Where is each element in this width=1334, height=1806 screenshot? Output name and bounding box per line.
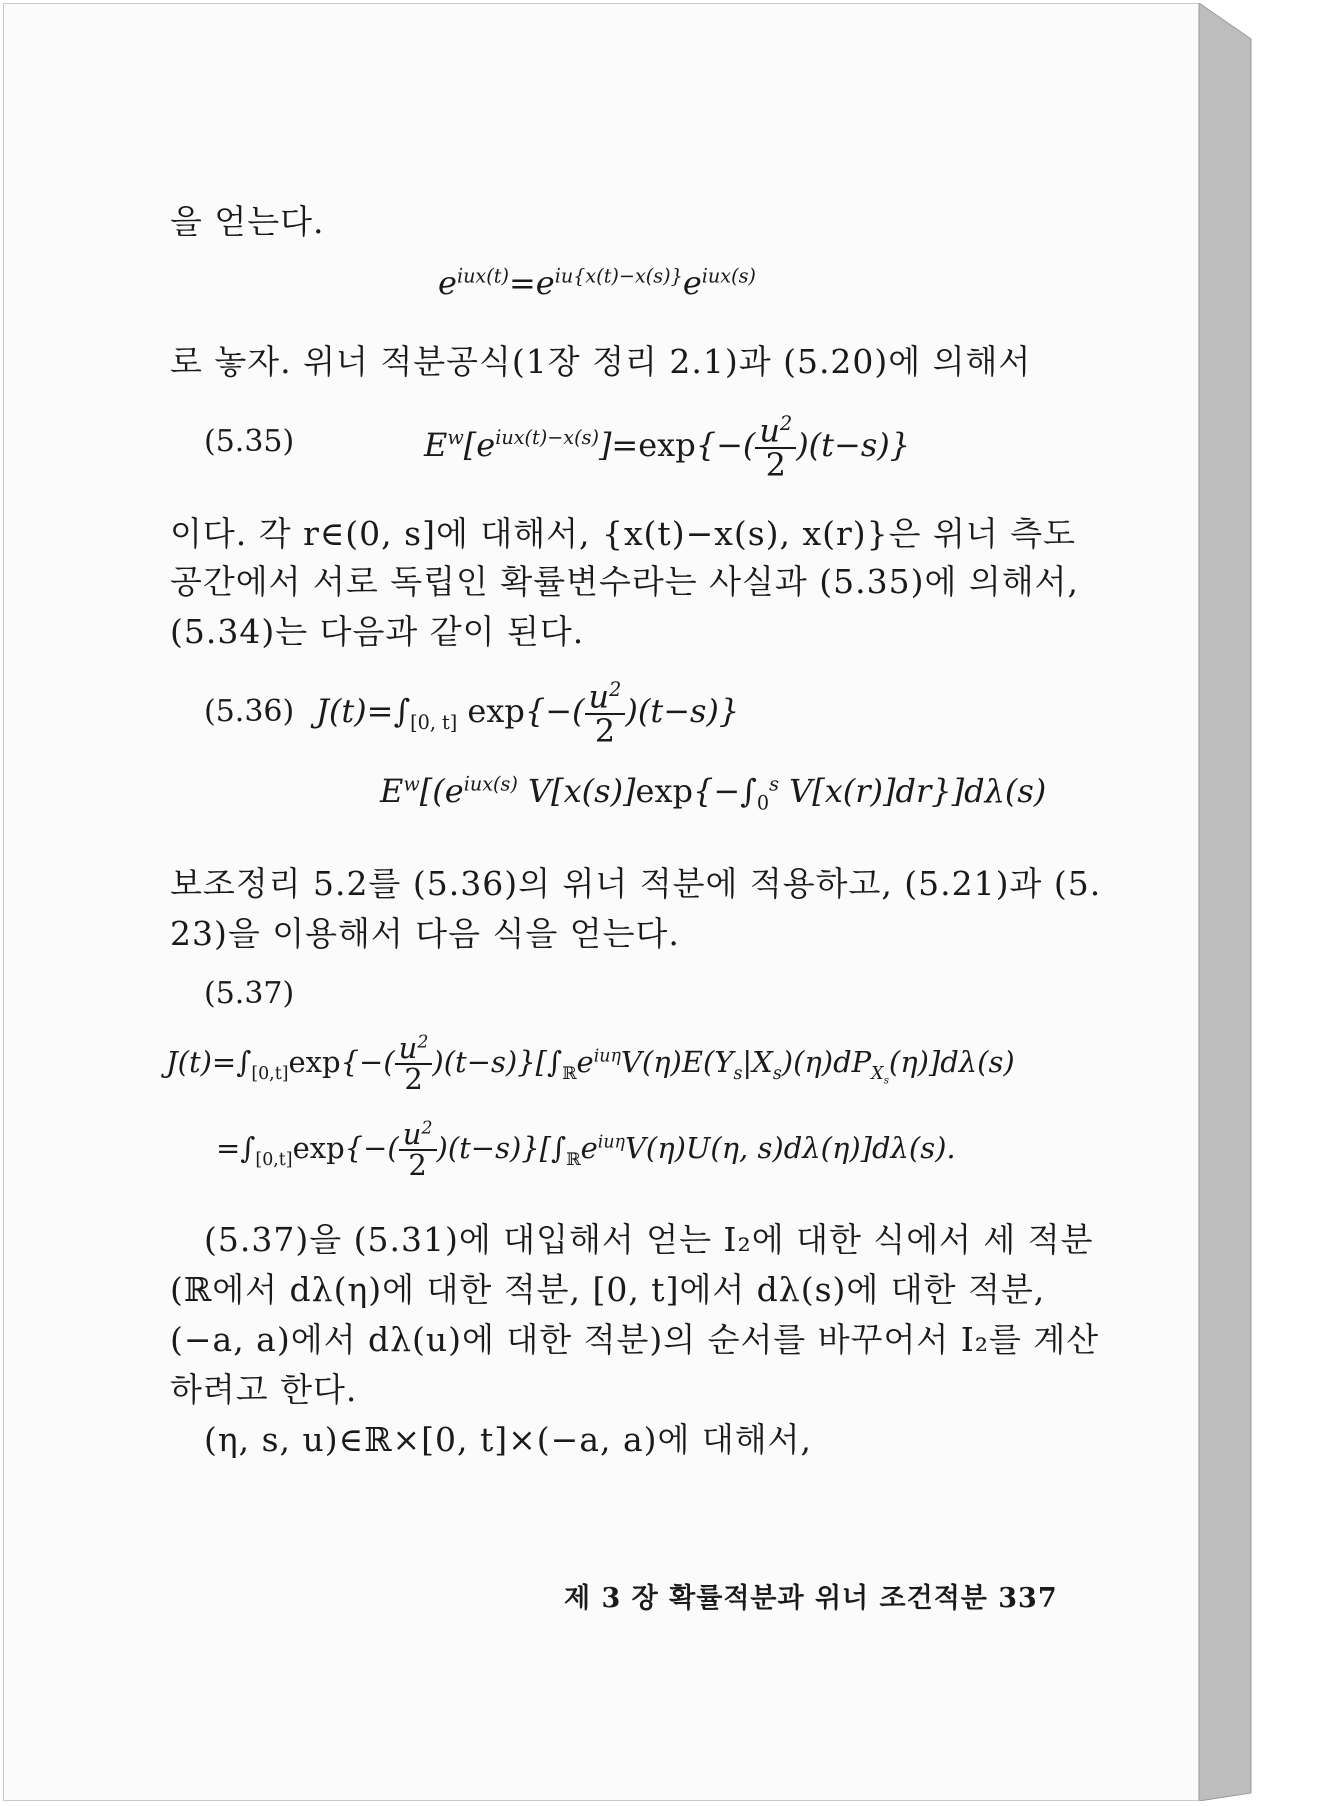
equation: $E^w[(e^{iux(s)}$ $V[x(s)]\exp\{-\int_0^s$ V[x(r)]dr}]dλ(s) — [380, 772, 1047, 815]
equation: $J(t)=\int_{[0,t]}\exp\{-$( $\frac{u^2}{2}$ )$(t-s)\}[\int_ℝe^{iu\eta}V(\eta)E(Y_s|X_s)(\eta)dP_{X_s}(\eta)]d\lambda(s)$ — [166, 1031, 1015, 1096]
page-footer: 제 3 장 확률적분과 위너 조건적분 337 — [564, 1583, 1058, 1614]
equation-number: (5.36) — [204, 694, 295, 729]
equation: $J(t)=\int_{[0, t]}$ exp{−( $\frac{u^2}{2}$ )(t−s)} — [316, 677, 740, 750]
text-line: (ℝ에서 dλ(η)에 대한 적분, [0, t]에서 dλ(s)에 대한 적분, — [170, 1270, 1046, 1309]
text-line: 을 얻는다. — [170, 202, 325, 241]
equation-number: (5.37) — [204, 976, 295, 1011]
equation: $e^{iux(t)}=e^{iu\{x(t)-x(s)\}}e^{iux(s)}$ — [438, 264, 756, 302]
text-line: 하려고 한다. — [170, 1370, 358, 1409]
text-line: 이다. 각 r∈(0, s]에 대해서, {x(t)−x(s), x(r)}은 위너 측도 — [170, 514, 1076, 553]
text-line: 로 놓자. 위너 적분공식(1장 정리 2.1)과 (5.20)에 의해서 — [170, 342, 1032, 381]
text-line: 23)을 이용해서 다음 식을 얻는다. — [170, 914, 680, 953]
text-line: 공간에서 서로 독립인 확률변수라는 사실과 (5.35)에 의해서, — [170, 562, 1079, 601]
text-line: (5.37)을 (5.31)에 대입해서 얻는 I₂에 대한 식에서 세 적분 — [204, 1220, 1094, 1259]
text-line: 보조정리 5.2를 (5.36)의 위너 적분에 적용하고, (5.21)과 (5. — [170, 864, 1102, 903]
text-line: (η, s, u)∈ℝ×[0, t]×(−a, a)에 대해서, — [204, 1420, 813, 1459]
equation: $=\int_{[0,t]}\exp\{-$( $\frac{u^2}{2}$ )$(t-s)\}[\int_ℝe^{iu\eta}V(\eta)U(\eta$, s)dλ(η)]dλ(s). — [216, 1117, 956, 1182]
text-line: (−a, a)에서 dλ(u)에 대한 적분)의 순서를 바꾸어서 I₂를 계산 — [170, 1320, 1100, 1359]
equation: $E^w[e^{iux(t)-x(s)}]=\exp\{-$( $\frac{u^2}{2}$ )(t−s)} — [424, 411, 911, 484]
text-line: (5.34)는 다음과 같이 된다. — [170, 612, 585, 651]
equation-number: (5.35) — [204, 424, 295, 459]
book-spine — [1199, 3, 1257, 1801]
